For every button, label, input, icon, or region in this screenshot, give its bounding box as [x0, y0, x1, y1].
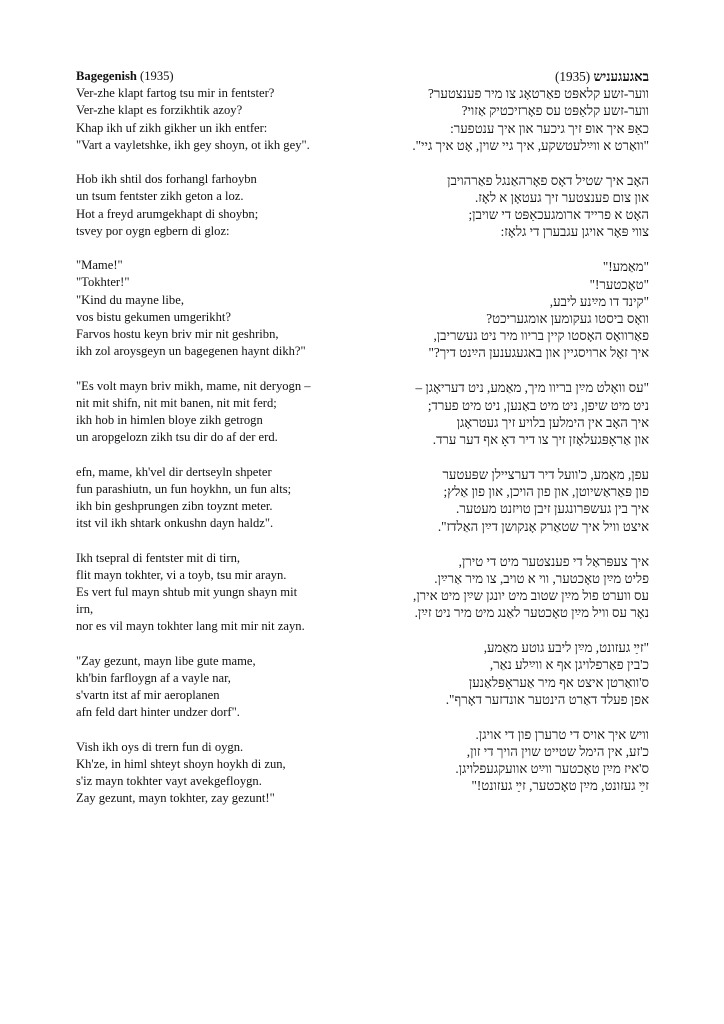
- verse-line: Ver-zhe klapt fartog tsu mir in fentster?: [76, 86, 275, 101]
- verse-line: Hob ikh shtil dos forhangl farhoybn: [76, 172, 257, 187]
- verse-line: איך צעפּראַל די פענצטער מיט די טירן,: [458, 553, 649, 569]
- verse-line: "Tokhter!": [76, 275, 130, 290]
- verse-line: האָב איך שטיל דאָס פאָרהאַנגל פאַרהויבן: [447, 172, 649, 188]
- verse-line: "קינד דו מײַנע ליבע,: [549, 293, 649, 309]
- stanza: [76, 171, 381, 240]
- verse-line: ikh bin geshprungen zibn toyznt meter.: [76, 499, 273, 514]
- verse-line: flit mayn tokhter, vi a toyb, tsu mir arayn.: [76, 567, 287, 582]
- transliteration-column: [76, 68, 381, 825]
- verse-line: "עס וואָלט מײַן בריוו מיך, מאַמע, ניט דעריאָגן –: [415, 380, 649, 396]
- verse-line: פון פּאַראַשיוטן, און פון הויכן, און פון אַלץ;: [443, 484, 649, 500]
- verse-line: איך האָב אין הימלען בלויע זיך געטראָגן: [456, 414, 649, 430]
- stanza: [76, 85, 381, 154]
- verse-line: "זײַ געזונט, מײַן ליבע גוטע מאַמע,: [483, 640, 649, 656]
- stanza: [346, 553, 649, 622]
- verse-line: און צום פענצטער זיך געטאָן א לאָז.: [474, 190, 649, 206]
- verse-line: עס ווערט פול מײַן שטוב מיט יונגן שײַן מיט אירן,: [413, 588, 649, 604]
- verse-line: נאָר עס וויל מײַן טאָכטער לאַנג מיט מיר ניט זײַן.: [414, 605, 649, 621]
- verse-line: איך זאָל ארויסגיין און באגעגענען הײַנט דיך?": [428, 345, 649, 361]
- verse-line: s'vartn itst af mir aeroplanen: [76, 688, 220, 703]
- verse-line: s'iz mayn tokhter vayt avekgefloygn.: [76, 774, 262, 789]
- verse-line: אפן פעלד דאַרט הינטער אונדזער דאָרף".: [445, 691, 649, 707]
- stanza: [76, 653, 381, 722]
- verse-line: Zay gezunt, mayn tokhter, zay gezunt!": [76, 791, 275, 806]
- verse-line: ikh zol aroysgeyn un bagegenen haynt dikh?": [76, 344, 306, 359]
- title-name: Bagegenish: [76, 69, 137, 83]
- verse-line: וויש איך אויס די טרערן פון די אויגן.: [475, 726, 649, 742]
- verse-line: עפן, מאַמע, כ'וועל דיר דערציילן שפּעטער: [442, 467, 649, 483]
- verse-line: כ'זע, אין הימל שטייט שוין הויך די זון,: [466, 744, 649, 760]
- verse-line: איצט וויל איך שטאַרק אָנקושן דײַן האַלדז".: [437, 518, 649, 534]
- stanza: [346, 466, 649, 535]
- verse-line: Ver-zhe klapt es forzikhtik azoy?: [76, 103, 243, 118]
- verse-line: irn,: [76, 602, 94, 617]
- verse-line: itst vil ikh shtark onkushn dayn haldz".: [76, 516, 274, 531]
- verse-line: un tsum fentster zikh geton a loz.: [76, 189, 244, 204]
- title-year: (1935): [554, 69, 591, 84]
- verse-line: וואָס ביסטו געקומען אומגעריכט?: [486, 311, 649, 327]
- verse-line: Kh'ze, in himl shteyt shoyn hoykh di zun,: [76, 757, 286, 772]
- verse-line: nit mit shifn, nit mit banen, nit mit ferd;: [76, 395, 277, 410]
- poem-title-yiddish: [346, 68, 649, 85]
- yiddish-column: [346, 68, 649, 812]
- verse-line: "מאַמע!": [602, 259, 649, 275]
- verse-line: כאַפּ איך אופ זיך גיכער און איך ענטפער:: [450, 120, 649, 136]
- stanza: [346, 258, 649, 361]
- verse-line: nor es vil mayn tokhter lang mit mir nit zayn.: [76, 619, 305, 634]
- poem-title-transliterated: [76, 68, 381, 85]
- verse-line: פאַרוואָס האָסטו קיין בריוו מיר ניט געשריבן,: [433, 328, 649, 344]
- stanza: [76, 378, 381, 447]
- verse-line: ס'וואַרטן איצט אף מיר אַעראָפּלאַנען: [468, 674, 649, 690]
- verse-line: Farvos hostu keyn briv mir nit geshribn,: [76, 327, 279, 342]
- stanza: [76, 739, 381, 808]
- title-name: באגעגעניש: [593, 69, 649, 84]
- verse-line: Ikh tsepral di fentster mit di tirn,: [76, 550, 241, 565]
- verse-line: זײַ געזונט, מײַן טאָכטער, זײַ געזונט!": [471, 778, 649, 794]
- verse-line: Vish ikh oys di trern fun di oygn.: [76, 739, 244, 754]
- verse-line: Hot a freyd arumgekhapt di shoybn;: [76, 206, 259, 221]
- stanza: [76, 550, 381, 636]
- verse-line: vos bistu gekumen umgerikht?: [76, 309, 231, 324]
- title-year: (1935): [140, 69, 174, 83]
- verse-line: און אַראָפּגעלאָזן זיך צו דיר דאָ אף דער ערד.: [432, 432, 649, 448]
- verse-line: ikh hob in himlen bloye zikh getrogn: [76, 413, 263, 428]
- verse-line: ווער-זשע קלאפּט פאַרטאָג צו מיר פענצטער?: [428, 86, 649, 102]
- verse-line: fun parashiutn, un fun hoykhn, un fun alts;: [76, 481, 292, 496]
- verse-line: "וואַרט א ווײַלעטשקע, איך גיי שוין, אָט איך גיי".: [412, 137, 649, 153]
- verse-line: צווי פּאָר אויגן עגבערן די גלאָז:: [500, 224, 649, 240]
- verse-line: "Kind du mayne libe,: [76, 292, 184, 307]
- stanza: [346, 726, 649, 795]
- verse-line: tsvey por oygn egbern di gloz:: [76, 223, 230, 238]
- stanza: [76, 464, 381, 533]
- stanza: [346, 379, 649, 448]
- verse-line: "טאָכטער!": [589, 276, 649, 292]
- verse-line: kh'bin farfloygn af a vayle nar,: [76, 671, 231, 686]
- verse-line: un aropgelozn zikh tsu dir do af der erd.: [76, 430, 278, 445]
- verse-line: efn, mame, kh'vel dir dertseyln shpeter: [76, 464, 272, 479]
- stanza: [346, 639, 649, 708]
- verse-line: Es vert ful mayn shtub mit yungn shayn mit: [76, 585, 298, 600]
- verse-line: כ'בין פאַרפלויגן אף א ווײַלע נאַר,: [489, 657, 649, 673]
- verse-line: Khap ikh uf zikh gikher un ikh entfer:: [76, 120, 268, 135]
- verse-line: afn feld dart hinter undzer dorf".: [76, 705, 240, 720]
- verse-line: האָט א פרייד ארומגעכאַפּט די שויבן;: [468, 207, 649, 223]
- stanza: [346, 85, 649, 154]
- verse-line: פליט מײַן טאָכטער, ווי א טויב, צו מיר אַרײַן.: [434, 570, 649, 586]
- verse-line: ווער-זשע קלאַפּט עס פאָרזיכטיק אַזוי?: [461, 103, 649, 119]
- verse-line: "Es volt mayn briv mikh, mame, nit deryogn –: [76, 378, 311, 393]
- verse-line: ס'איז מײַן טאָכטער ווײַט אוועקגעפלויגן.: [455, 761, 649, 777]
- stanza: [346, 172, 649, 241]
- verse-line: איך בין געשפּרונגען זיבן טויזנט מעטער.: [456, 501, 649, 517]
- verse-line: "Mame!": [76, 258, 123, 273]
- stanza: [76, 257, 381, 360]
- verse-line: "Zay gezunt, mayn libe gute mame,: [76, 653, 256, 668]
- verse-line: ניט מיט שיפן, ניט מיט באַנען, ניט מיט פערד;: [427, 397, 649, 413]
- verse-line: "Vart a vayletshke, ikh gey shoyn, ot ikh gey".: [76, 137, 310, 152]
